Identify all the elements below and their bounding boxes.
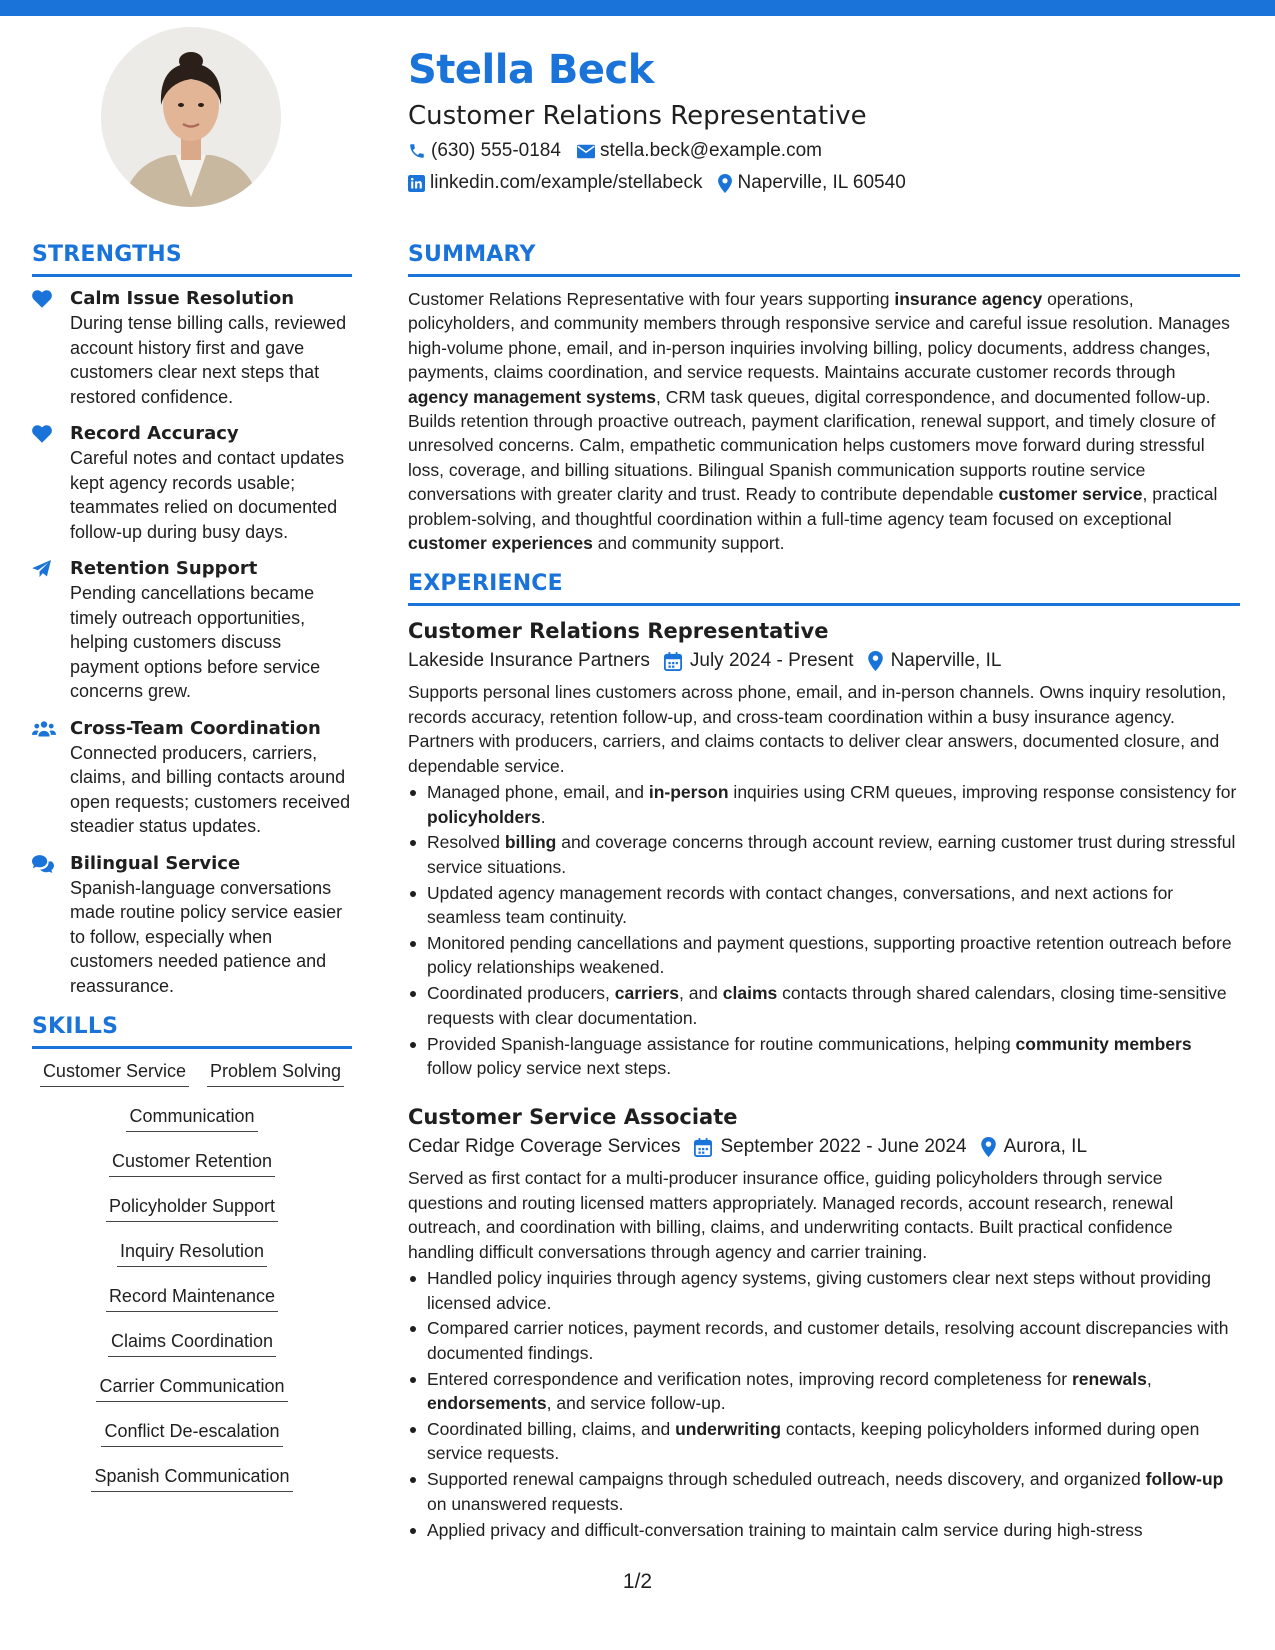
email-text[interactable]: stella.beck@example.com <box>599 140 822 161</box>
job-description: Served as first contact for a multi-producer insurance office, guiding policyholders through service questions and routing licensed matters appropriately. Managed records, account research, renewal outreach, and coordination with billing, claims, and underwriting contacts. Built practical confidence handling difficult conversations through agency and carrier training. <box>408 1168 1174 1262</box>
skill-row <box>32 1059 352 1104</box>
skill-tag: Spanish Communication <box>91 1464 292 1492</box>
strength-title: Retention Support <box>70 558 258 579</box>
contact-phone <box>408 136 561 166</box>
strength-item <box>32 422 352 544</box>
strength-description: Careful notes and contact updates kept agency records usable; teammates relied on documented follow-up during busy days. <box>70 448 345 542</box>
skills-heading: SKILLS <box>32 1014 119 1039</box>
heart-icon <box>32 422 70 544</box>
strength-title: Record Accuracy <box>70 423 239 444</box>
contact-row-2 <box>408 168 1248 198</box>
phone-text: (630) 555-0184 <box>431 140 561 161</box>
job-bullets <box>408 780 1240 1080</box>
job-description: Supports personal lines customers across phone, email, and in-person channels. Owns inquiry resolution, records accuracy, retention follow-up, and cross-team coordination within a busy insurance agency. Partners with producers, carriers, and claims contacts to deliver clear answers, documented closure, and dependable service. <box>408 682 1227 776</box>
strength-body <box>70 852 352 999</box>
skill-tag: Customer Service <box>40 1059 189 1087</box>
strength-title: Bilingual Service <box>70 852 241 874</box>
summary-heading: SUMMARY <box>408 242 536 267</box>
emphasis-text: carriers <box>614 983 679 1004</box>
jobs-list <box>408 616 1240 1542</box>
strength-title: Calm Issue Resolution <box>70 288 295 309</box>
contact-row-1 <box>408 136 1248 166</box>
company-text: Cedar Ridge Coverage Services <box>408 1136 681 1158</box>
top-accent-bar <box>0 0 1275 16</box>
location-text: Naperville, IL 60540 <box>737 172 906 193</box>
dates-text: July 2024 - Present <box>689 650 854 672</box>
strength-body <box>70 557 352 704</box>
map-pin-icon <box>868 651 883 671</box>
strength-title: Cross-Team Coordination <box>70 717 321 739</box>
emphasis-text: customer experiences <box>408 533 593 554</box>
summary-divider <box>408 274 1240 277</box>
skill-row <box>32 1419 352 1464</box>
map-pin-icon <box>981 1137 996 1157</box>
strengths-heading: STRENGTHS <box>32 242 182 267</box>
dates-text: September 2022 - June 2024 <box>720 1136 967 1158</box>
job-entry <box>408 1102 1240 1542</box>
skill-row <box>32 1329 352 1374</box>
calendar-icon <box>664 652 682 671</box>
bullet-item: Provided Spanish-language assistance for routine communications, helping community members follow policy service next steps. <box>408 1032 1240 1081</box>
linkedin-text[interactable]: linkedin.com/example/stellabeck <box>430 172 703 193</box>
contact-email <box>577 136 822 166</box>
emphasis-text: claims <box>722 983 778 1004</box>
job-location <box>981 1132 1087 1162</box>
left-column <box>32 240 352 1509</box>
strength-body <box>70 717 352 839</box>
skill-tag: Conflict De-escalation <box>101 1419 282 1447</box>
heart-icon <box>32 287 70 409</box>
skill-row <box>32 1284 352 1329</box>
bullet-item: Coordinated producers, carriers, and claims contacts through shared calendars, closing time-sensitive requests with clear documentation. <box>408 981 1240 1030</box>
bullet-item: Applied privacy and difficult-conversation training to maintain calm service during high-stress <box>408 1518 1240 1542</box>
profile-photo-illustration <box>101 27 281 207</box>
contact-linkedin <box>408 168 702 198</box>
job-dates <box>664 646 854 676</box>
emphasis-text: insurance agency <box>894 289 1043 309</box>
job-title: Customer Relations Representative <box>408 619 829 644</box>
summary-paragraph: Customer Relations Representative with four years supporting insurance agency operations, policyholders, and community members through responsive service and careful issue resolution. Manages high-volume phone, email, and in-person inquiries involving billing, policy documents, address changes, payments, claims coordination, and service requests. Maintains accurate customer records through agency management systems, CRM task queues, digital correspondence, and documented follow-up. Builds retention through proactive outreach, payment clarification, renewal support, and timely closure of unresolved concerns. Calm, empathetic communication helps customers move forward during stressful loss, coverage, and billing situations. Bilingual Spanish communication supports routine service conversations with greater clarity and trust. Ready to contribute dependable customer service, practical problem-solving, and thoughtful coordination within a full-time agency team focused on exceptional customer experiences and community support. <box>408 289 1230 554</box>
skill-tag: Communication <box>126 1104 257 1132</box>
bullet-item: Updated agency management records with contact changes, conversations, and next actions for seamless team continuity. <box>408 881 1240 930</box>
envelope-icon <box>577 144 595 159</box>
users-icon <box>32 717 70 839</box>
job-meta <box>408 646 1240 676</box>
skill-tag: Policyholder Support <box>106 1194 278 1222</box>
job-bullets <box>408 1266 1240 1542</box>
linkedin-icon <box>408 175 425 192</box>
skill-row <box>32 1149 352 1194</box>
job-location <box>868 646 1002 676</box>
calendar-icon <box>694 1138 712 1157</box>
page-number: 1/2 <box>622 1570 653 1593</box>
skills-divider <box>32 1046 352 1049</box>
emphasis-text: endorsements <box>427 1393 547 1414</box>
job-dates <box>694 1132 966 1162</box>
bullet-item: Managed phone, email, and in-person inquiries using CRM queues, improving response consistency for policyholders. <box>408 780 1240 829</box>
emphasis-text: follow-up <box>1145 1469 1224 1490</box>
strength-body <box>70 287 352 409</box>
strength-item <box>32 557 352 704</box>
paper-plane-icon <box>32 557 70 704</box>
comments-icon <box>32 852 70 999</box>
bullet-item: Coordinated billing, claims, and underwriting contacts, keeping policyholders informed during open service requests. <box>408 1417 1240 1466</box>
skill-tag: Record Maintenance <box>106 1284 278 1312</box>
candidate-name: Stella Beck <box>408 47 654 93</box>
job-location-text: Aurora, IL <box>1003 1136 1088 1158</box>
profile-photo <box>101 27 281 207</box>
job-meta <box>408 1132 1240 1162</box>
strength-description: Connected producers, carriers, claims, and billing contacts around open requests; customers received steadier status updates. <box>70 742 351 836</box>
skills-list <box>32 1059 352 1509</box>
emphasis-text: community members <box>1015 1033 1192 1054</box>
strength-description: During tense billing calls, reviewed account history first and gave customers clear next steps that restored confidence. <box>70 313 347 407</box>
strengths-divider <box>32 274 352 277</box>
emphasis-text: renewals <box>1071 1368 1147 1389</box>
emphasis-text: underwriting <box>675 1419 782 1440</box>
bullet-item: Monitored pending cancellations and payment questions, supporting proactive retention outreach before policy relationships weakened. <box>408 931 1240 980</box>
bullet-item: Compared carrier notices, payment records, and customer details, resolving account discrepancies with documented findings. <box>408 1316 1240 1365</box>
job-entry <box>408 616 1240 1080</box>
bullet-item: Handled policy inquiries through agency systems, giving customers clear next steps without providing licensed advice. <box>408 1266 1240 1315</box>
emphasis-text: agency management systems <box>408 386 657 407</box>
contact-location <box>718 168 905 198</box>
emphasis-text: in-person <box>648 782 729 803</box>
skill-tag: Carrier Communication <box>96 1374 287 1402</box>
strength-description: Spanish-language conversations made routine policy service easier to follow, especially when customers needed patience and reassurance. <box>70 877 343 996</box>
emphasis-text: policyholders <box>427 806 541 827</box>
job-location-text: Naperville, IL <box>890 650 1002 672</box>
bullet-item: Supported renewal campaigns through scheduled outreach, needs discovery, and organized follow-up on unanswered requests. <box>408 1467 1240 1516</box>
skill-row <box>32 1194 352 1239</box>
emphasis-text: billing <box>504 832 557 853</box>
strength-body <box>70 422 352 544</box>
strength-description: Pending cancellations became timely outreach opportunities, helping customers discuss payment options before service concerns grew. <box>70 583 321 701</box>
emphasis-text: customer service <box>998 484 1143 505</box>
job-title: Customer Service Associate <box>408 1105 738 1130</box>
right-column <box>408 240 1240 1544</box>
skill-tag: Problem Solving <box>207 1059 344 1087</box>
experience-divider <box>408 603 1240 606</box>
company-text: Lakeside Insurance Partners <box>408 650 650 672</box>
bullet-item: Entered correspondence and verification notes, improving record completeness for renewals, endorsements, and service follow-up. <box>408 1367 1240 1416</box>
experience-heading: EXPERIENCE <box>408 571 563 597</box>
skill-row <box>32 1104 352 1149</box>
map-pin-icon <box>718 174 732 193</box>
skill-row <box>32 1239 352 1284</box>
skill-tag: Claims Coordination <box>108 1329 276 1357</box>
job-company <box>408 646 650 676</box>
skill-tag: Customer Retention <box>109 1149 275 1177</box>
skill-tag: Inquiry Resolution <box>117 1239 267 1267</box>
strength-item <box>32 717 352 839</box>
job-company <box>408 1132 680 1162</box>
bullet-item: Resolved billing and coverage concerns through account review, earning customer trust during stressful service situations. <box>408 830 1240 879</box>
strengths-list <box>32 287 352 998</box>
resume-header <box>408 42 1248 198</box>
candidate-role: Customer Relations Representative <box>408 101 867 131</box>
strength-item <box>32 852 352 999</box>
phone-icon <box>408 142 426 160</box>
skill-row <box>32 1464 352 1509</box>
skill-row <box>32 1374 352 1419</box>
strength-item <box>32 287 352 409</box>
